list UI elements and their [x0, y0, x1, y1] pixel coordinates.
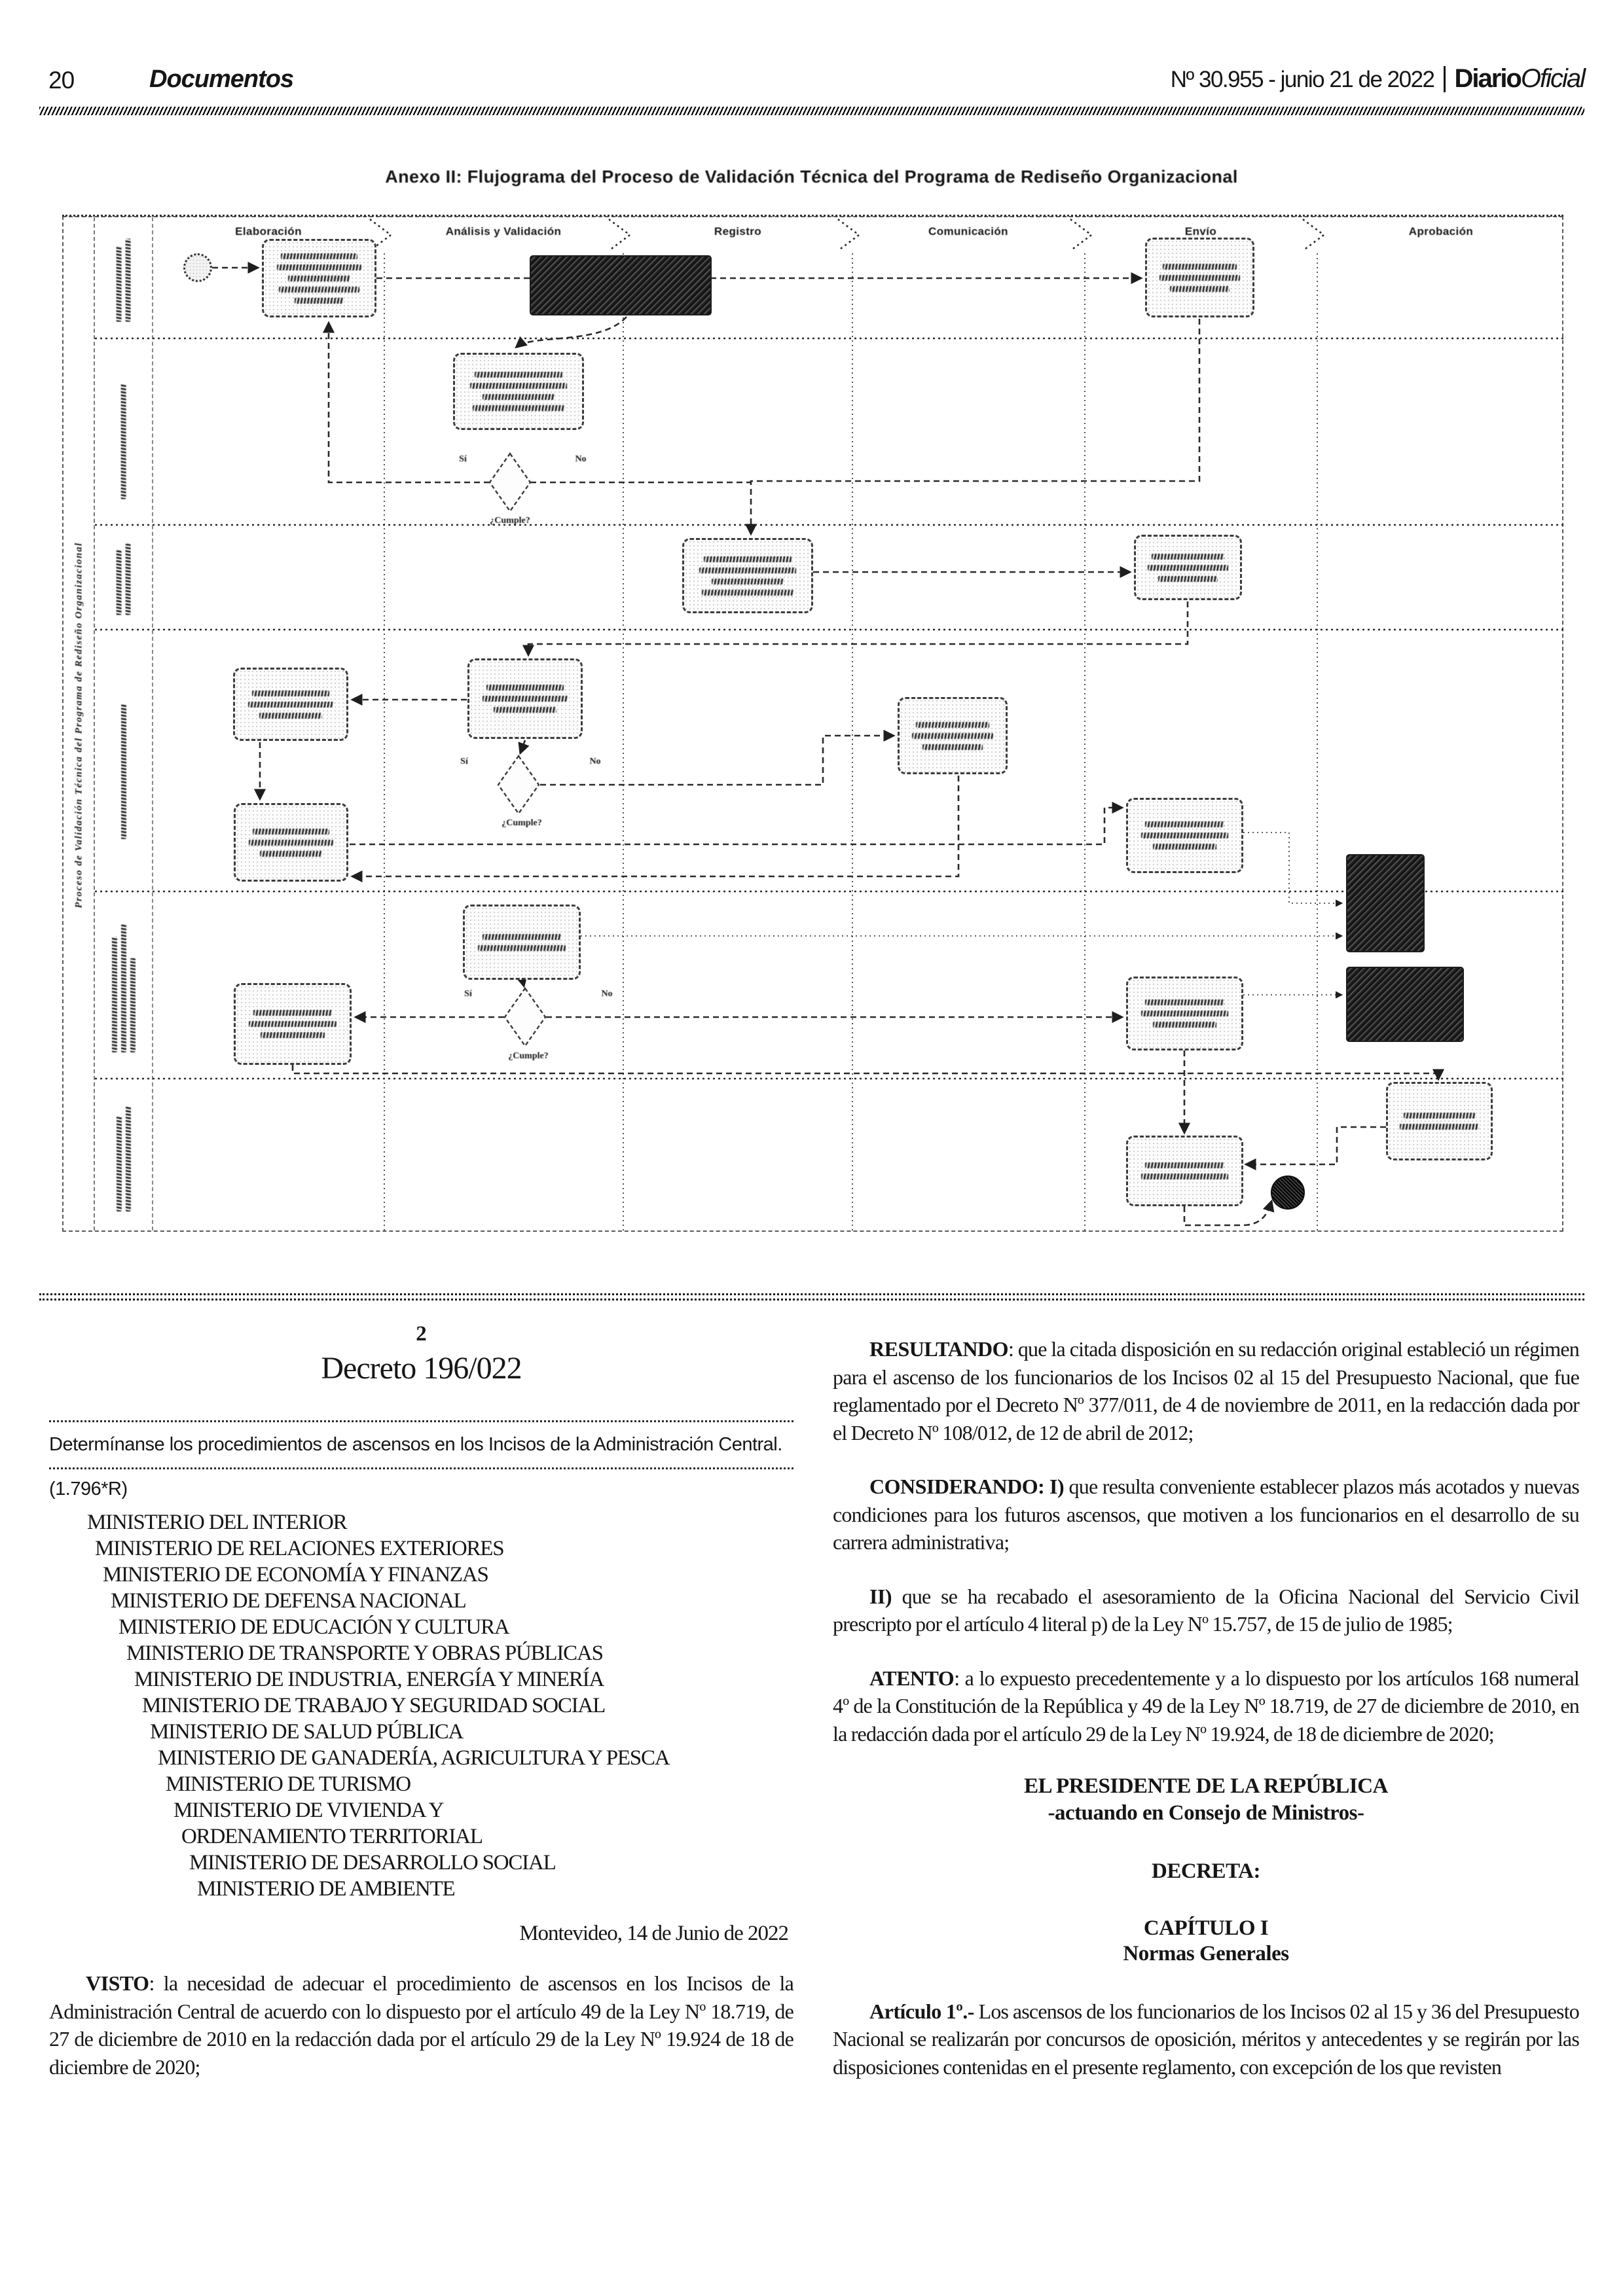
illegible-text-line [922, 744, 983, 750]
paragraph-lead: Artículo 1º.- [869, 1999, 974, 2023]
illegible-text-line [702, 590, 793, 596]
column-header-registro: Registro [714, 225, 762, 238]
column-header-comunicaci-n: Comunicación [928, 225, 1008, 238]
decree-paragraph [833, 1335, 1579, 1446]
illegible-text-line [112, 937, 117, 1052]
illegible-text-line [130, 958, 136, 1052]
illegible-text-line [279, 287, 359, 293]
left-column [49, 1317, 793, 2107]
flow-task [1145, 238, 1254, 317]
illegible-text-line [259, 713, 322, 719]
flow-dark-block [530, 255, 712, 315]
right-column [833, 1319, 1579, 2107]
illegible-text-line [121, 924, 126, 1052]
lane-label [111, 918, 137, 1052]
illegible-text-line [1404, 1113, 1475, 1119]
flow-task [234, 983, 352, 1065]
decision-label: Sí [460, 757, 468, 766]
flow-end-node [1271, 1175, 1305, 1210]
ministry-line: MINISTERIO DE GANADERÍA, AGRICULTURA Y PESCA [158, 1746, 670, 1770]
dotted-rule [49, 1467, 793, 1469]
decision-label: ¿Cumple? [508, 1051, 549, 1061]
flow-task [1126, 798, 1243, 873]
illegible-text-line [261, 1032, 325, 1038]
illegible-text-line [1141, 1174, 1228, 1179]
decision-label: No [589, 757, 601, 766]
illegible-text-line [281, 253, 357, 259]
decision-label: Sí [459, 454, 467, 464]
column-header-an-lisis-y-validaci-n: Análisis y Validación [445, 225, 562, 238]
flow-task [682, 538, 813, 613]
illegible-text-line [1159, 275, 1241, 281]
decree-paragraph [833, 1473, 1579, 1556]
centered-heading: CAPÍTULO I [1143, 1916, 1269, 1940]
visto-paragraph [49, 1969, 793, 2081]
illegible-text-line [249, 1021, 336, 1027]
illegible-text-line [249, 840, 334, 846]
illegible-text-line [248, 702, 333, 708]
ministry-line: MINISTERIO DE DEFENSA NACIONAL [111, 1589, 466, 1613]
ministry-line: MINISTERIO DE VIVIENDA Y [173, 1799, 444, 1823]
illegible-text-line [117, 1116, 122, 1211]
decision-label: ¿Cumple? [501, 818, 542, 828]
centered-heading: -actuando en Consejo de Ministros- [1048, 1801, 1364, 1825]
flow-task [1126, 1136, 1243, 1206]
flowchart-title: Anexo II: Flujograma del Proceso de Validación Técnica del Programa de Rediseño Organizacional [385, 167, 1238, 187]
ministry-line: ORDENAMIENTO TERRITORIAL [181, 1825, 483, 1849]
flow-task [262, 239, 376, 317]
illegible-text-line [117, 247, 122, 322]
brand-oficial: Oficial [1520, 64, 1584, 93]
header-hatch-rule [39, 107, 1584, 115]
ministries-list [49, 1509, 793, 1902]
illegible-text-line [121, 704, 126, 839]
illegible-text-line [475, 372, 562, 378]
decision-label: No [601, 989, 613, 999]
flow-decision [490, 454, 530, 511]
flow-task [467, 658, 583, 739]
flow-task [233, 668, 348, 741]
ministry-line: MINISTERIO DE TURISMO [166, 1772, 410, 1797]
illegible-text-line [126, 1106, 131, 1211]
ministry-line: MINISTERIO DE SALUD PÚBLICA [150, 1720, 464, 1744]
illegible-text-line [1148, 565, 1228, 571]
paragraph-lead: CONSIDERANDO: I) [869, 1475, 1065, 1499]
flow-task [1134, 535, 1242, 600]
flow-task [1126, 977, 1243, 1050]
decree-title: Decreto 196/022 [321, 1351, 522, 1386]
flow-decision [505, 988, 545, 1046]
paragraph-body: que se ha recabado el asesoramiento de la Oficina Nacional del Servicio Civil prescripto por el artículo 4 literal p) de la Ley Nº 15.757, de 15 de julio de 1985; [833, 1584, 1579, 1636]
lane-label [111, 682, 137, 839]
centered-heading: EL PRESIDENTE DE LA REPÚBLICA [1024, 1774, 1388, 1798]
lane-label [111, 539, 137, 615]
paragraph-body: : que la citada disposición en su redacción original estableció un régimen para el ascenso de los funcionarios de los Incisos 02 al 15 del Presupuesto Nacional, que fue reglamentado por el Decreto Nº 377/011, de 4 de noviembre de 2011, en la redacción dada por el Decreto Nº 108/012, de 12 de abril de 2012; [833, 1337, 1579, 1444]
paragraph-lead: ATENTO [869, 1666, 955, 1690]
column-header-elaboraci-n: Elaboración [235, 225, 302, 238]
file-reference: (1.796*R) [49, 1479, 128, 1500]
lane-label [111, 365, 137, 499]
issue-info [1171, 64, 1584, 94]
decree-paragraph [833, 1664, 1579, 1748]
illegible-text-line [483, 394, 554, 400]
flow-task [1386, 1082, 1493, 1160]
flowchart-top-border [62, 215, 1563, 217]
decree-summary: Determínanse los procedimientos de ascensos en los Incisos de la Administración Central. [49, 1434, 782, 1455]
ministry-line: MINISTERIO DE AMBIENTE [197, 1877, 455, 1901]
paragraph-lead: RESULTANDO [869, 1337, 1008, 1361]
illegible-text-line [483, 696, 568, 702]
illegible-text-line [1163, 264, 1236, 270]
dotted-rule [49, 1420, 793, 1422]
illegible-text-line [1145, 1162, 1224, 1168]
ministry-line: MINISTERIO DEL INTERIOR [87, 1511, 347, 1535]
visto-body: : la necesidad de adecuar el procedimiento de ascensos en los Incisos de la Administración Central de acuerdo con lo dispuesto por el artículo 49 de la Ley Nº 18.719, de 27 de diciembre de 2010 en la redacción dada por el artículo 29 de la Ley Nº 19.924 de 18 de diciembre de 2020; [49, 1971, 793, 2079]
illegible-text-line [473, 405, 564, 411]
illegible-text-line [1145, 821, 1224, 827]
document-number: 2 [416, 1322, 427, 1346]
issue-number: Nº 30.955 - junio 21 de 2022 [1170, 67, 1434, 92]
ministry-line: MINISTERIO DE DESARROLLO SOCIAL [189, 1851, 556, 1875]
decree-paragraph [833, 1998, 1579, 2081]
section-divider [39, 1293, 1584, 1300]
section-title: Documentos [149, 65, 294, 93]
illegible-text-line [1141, 833, 1228, 838]
illegible-text-line [277, 264, 362, 270]
flow-decision [498, 756, 539, 814]
illegible-text-line [121, 384, 126, 499]
illegible-text-line [1153, 1022, 1217, 1028]
page-number: 20 [48, 67, 75, 94]
visto-lead: VISTO [86, 1971, 149, 1996]
lane-label [111, 1100, 137, 1211]
paragraph-body: : a lo expuesto precedentemente y a lo dispuesto por los artículos 168 numeral 4º de la Constitución de la República y 49 de la Ley Nº 18.719, de 27 de diciembre de 2010, en la redacción dada por el artículo 29 de la Ley Nº 19.924, de 18 de diciembre de 2020; [833, 1666, 1579, 1746]
illegible-text-line [483, 934, 562, 940]
ministry-line: MINISTERIO DE TRABAJO Y SEGURIDAD SOCIAL [142, 1694, 606, 1718]
decision-label: Sí [464, 989, 472, 999]
illegible-text-line [126, 239, 131, 322]
dateline: Montevideo, 14 de Junio de 2022 [519, 1922, 788, 1946]
process-side-label: Proceso de Validación Técnica del Programa de Rediseño Organizacional [73, 542, 84, 908]
illegible-text-line [486, 685, 564, 691]
illegible-text-line [470, 383, 567, 389]
paragraph-body: que resulta conveniente establecer plazos más acotados y nuevas condiciones para los futuros ascensos, que motiven a los funcionarios en el desarrollo de su carrera administrativa; [833, 1475, 1579, 1554]
flow-start-node [183, 253, 212, 282]
centered-heading: DECRETA: [1152, 1859, 1260, 1883]
ministry-line: MINISTERIO DE TRANSPORTE Y OBRAS PÚBLICAS [126, 1641, 603, 1666]
illegible-text-line [712, 579, 783, 584]
illegible-text-line [478, 945, 565, 951]
decision-label: No [575, 454, 587, 464]
ministry-line: MINISTERIO DE INDUSTRIA, ENERGÍA Y MINERÍA [134, 1668, 604, 1692]
paragraph-body: Los ascensos de los funcionarios de los Incisos 02 al 15 y 36 del Presupuesto Nacional se realizarán por concursos de oposición, méritos y antecedentes y se regirán por las disposiciones contenidas en el presente reglamento, con excepción de los que revisten [833, 1999, 1579, 2079]
flow-dark-block [1346, 967, 1464, 1042]
ministry-line: MINISTERIO DE RELACIONES EXTERIORES [95, 1537, 504, 1561]
illegible-text-line [912, 733, 993, 739]
illegible-text-line [1141, 1011, 1228, 1016]
flow-task [453, 353, 584, 430]
illegible-text-line [126, 543, 131, 615]
decision-label: ¿Cumple? [490, 516, 530, 526]
masthead [39, 63, 1584, 103]
brand-diario: Diario [1454, 64, 1521, 93]
illegible-text-line [253, 829, 329, 834]
flow-task [463, 905, 581, 980]
illegible-text-line [288, 276, 351, 281]
ministry-line: MINISTERIO DE EDUCACIÓN Y CULTURA [119, 1615, 509, 1640]
illegible-text-line [253, 1010, 333, 1016]
paragraph-lead: II) [869, 1584, 892, 1608]
flow-task [898, 697, 1008, 774]
illegible-text-line [117, 550, 122, 615]
illegible-text-line [916, 722, 990, 728]
illegible-text-line [1152, 554, 1224, 560]
divider-bar [1444, 66, 1446, 92]
illegible-text-line [1158, 576, 1217, 582]
illegible-text-line [699, 567, 796, 573]
illegible-text-line [252, 691, 329, 696]
centered-heading: Normas Generales [1123, 1941, 1289, 1965]
flowchart [62, 216, 1563, 1232]
column-header-env-o: Envío [1184, 225, 1217, 238]
illegible-text-line [295, 298, 344, 304]
illegible-text-line [1145, 999, 1224, 1005]
illegible-text-line [704, 556, 792, 562]
illegible-text-line [1153, 844, 1217, 850]
illegible-text-line [494, 707, 556, 713]
lane-label [111, 234, 137, 321]
flow-dark-block [1346, 854, 1425, 952]
illegible-text-line [260, 851, 323, 857]
illegible-text-line [1170, 286, 1230, 292]
illegible-text-line [1400, 1124, 1479, 1130]
decree-paragraph [833, 1583, 1579, 1638]
flow-task [234, 803, 348, 882]
column-header-aprobaci-n: Aprobación [1408, 225, 1474, 238]
ministry-line: MINISTERIO DE ECONOMÍA Y FINANZAS [103, 1563, 488, 1587]
